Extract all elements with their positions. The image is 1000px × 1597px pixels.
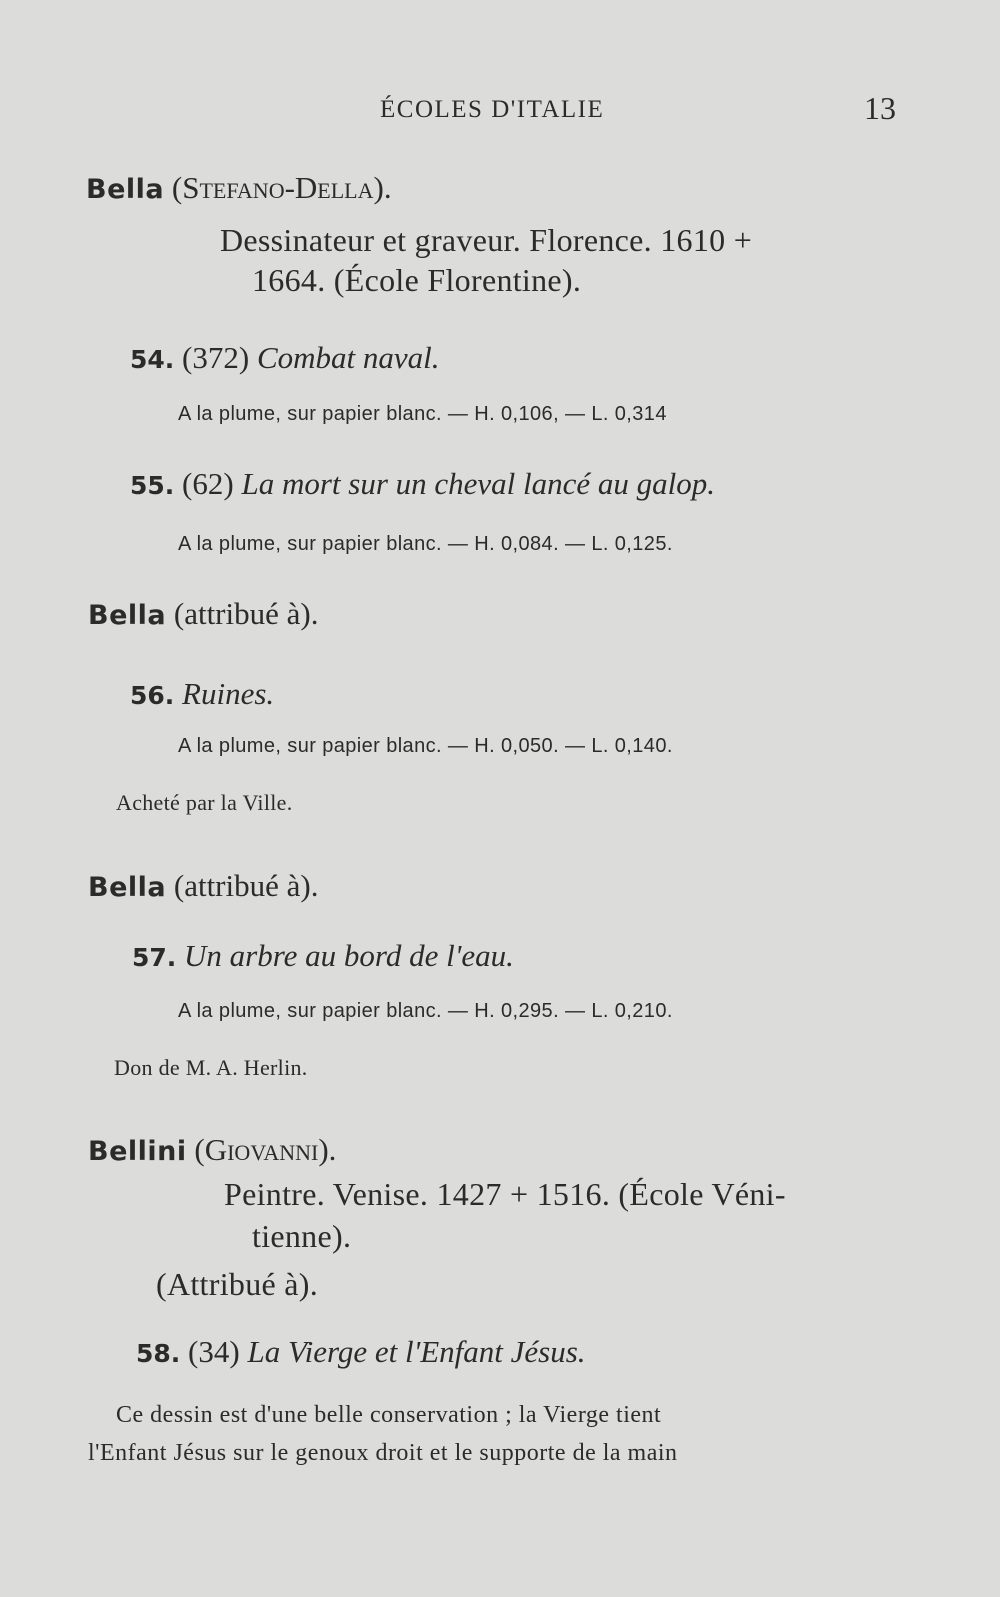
artist-qualifier: (attribué à). [173,596,319,631]
technique-dimensions: A la plume, sur papier blanc. — H. 0,295. — L. 0,210. [178,1000,673,1022]
provenance-note: Don de M. A. Herlin. [114,1055,308,1080]
artist-heading [86,170,392,206]
artist-bio-line: Dessinateur et graveur. Florence. 1610 + [220,222,753,258]
entry-number: 57. [132,943,177,972]
artwork-title: La Vierge et l'Enfant Jésus. [247,1334,586,1369]
entry-number: 56. [130,681,175,710]
entry-number: 54. [130,345,175,374]
catalogue-entry [130,340,440,376]
running-title: ÉCOLES D'ITALIE [380,96,605,123]
artist-name: Bella [86,174,165,205]
artwork-description-line: l'Enfant Jésus sur le genoux droit et le supporte de la main [88,1440,678,1466]
page-number: 13 [864,90,896,126]
provenance-note: Acheté par la Ville. [116,790,293,815]
artwork-title: Combat naval. [256,340,440,375]
artwork-description-line: Ce dessin est d'une belle conservation ; la Vierge tient [116,1402,662,1428]
artwork-title: Ruines. [182,676,275,711]
technique-dimensions: A la plume, sur papier blanc. — H. 0,050. — L. 0,140. [178,735,673,757]
catalogue-entry [130,466,715,502]
artist-heading [88,868,318,904]
entry-number: 58. [136,1339,181,1368]
inventory-number: (372) [182,340,250,375]
catalogue-entry [130,676,274,712]
artwork-title: Un arbre au bord de l'eau. [184,938,514,973]
inventory-number: (34) [188,1334,240,1369]
artist-heading [88,1132,336,1168]
artwork-title: La mort sur un cheval lancé au galop. [241,466,716,501]
artist-bio-line: tienne). [252,1218,352,1254]
artist-heading [88,596,318,632]
technique-dimensions: A la plume, sur papier blanc. — H. 0,084. — L. 0,125. [178,533,673,555]
artist-qualifier: (attribué à). [173,868,319,903]
catalogue-entry [136,1334,586,1370]
artist-attribution: (Attribué à). [156,1266,319,1302]
technique-dimensions: A la plume, sur papier blanc. — H. 0,106, — L. 0,314 [178,403,667,425]
artist-qualifier: (Giovanni). [194,1132,337,1167]
artist-bio-line: 1664. (École Florentine). [252,262,582,298]
artist-name: Bellini [88,1136,187,1167]
artist-qualifier: (Stefano-Della). [171,170,392,205]
catalogue-entry [132,938,514,974]
inventory-number: (62) [182,466,234,501]
artist-name: Bella [88,600,167,631]
artist-bio-line: Peintre. Venise. 1427 + 1516. (École Véni- [224,1176,786,1212]
artist-name: Bella [88,872,167,903]
entry-number: 55. [130,471,175,500]
